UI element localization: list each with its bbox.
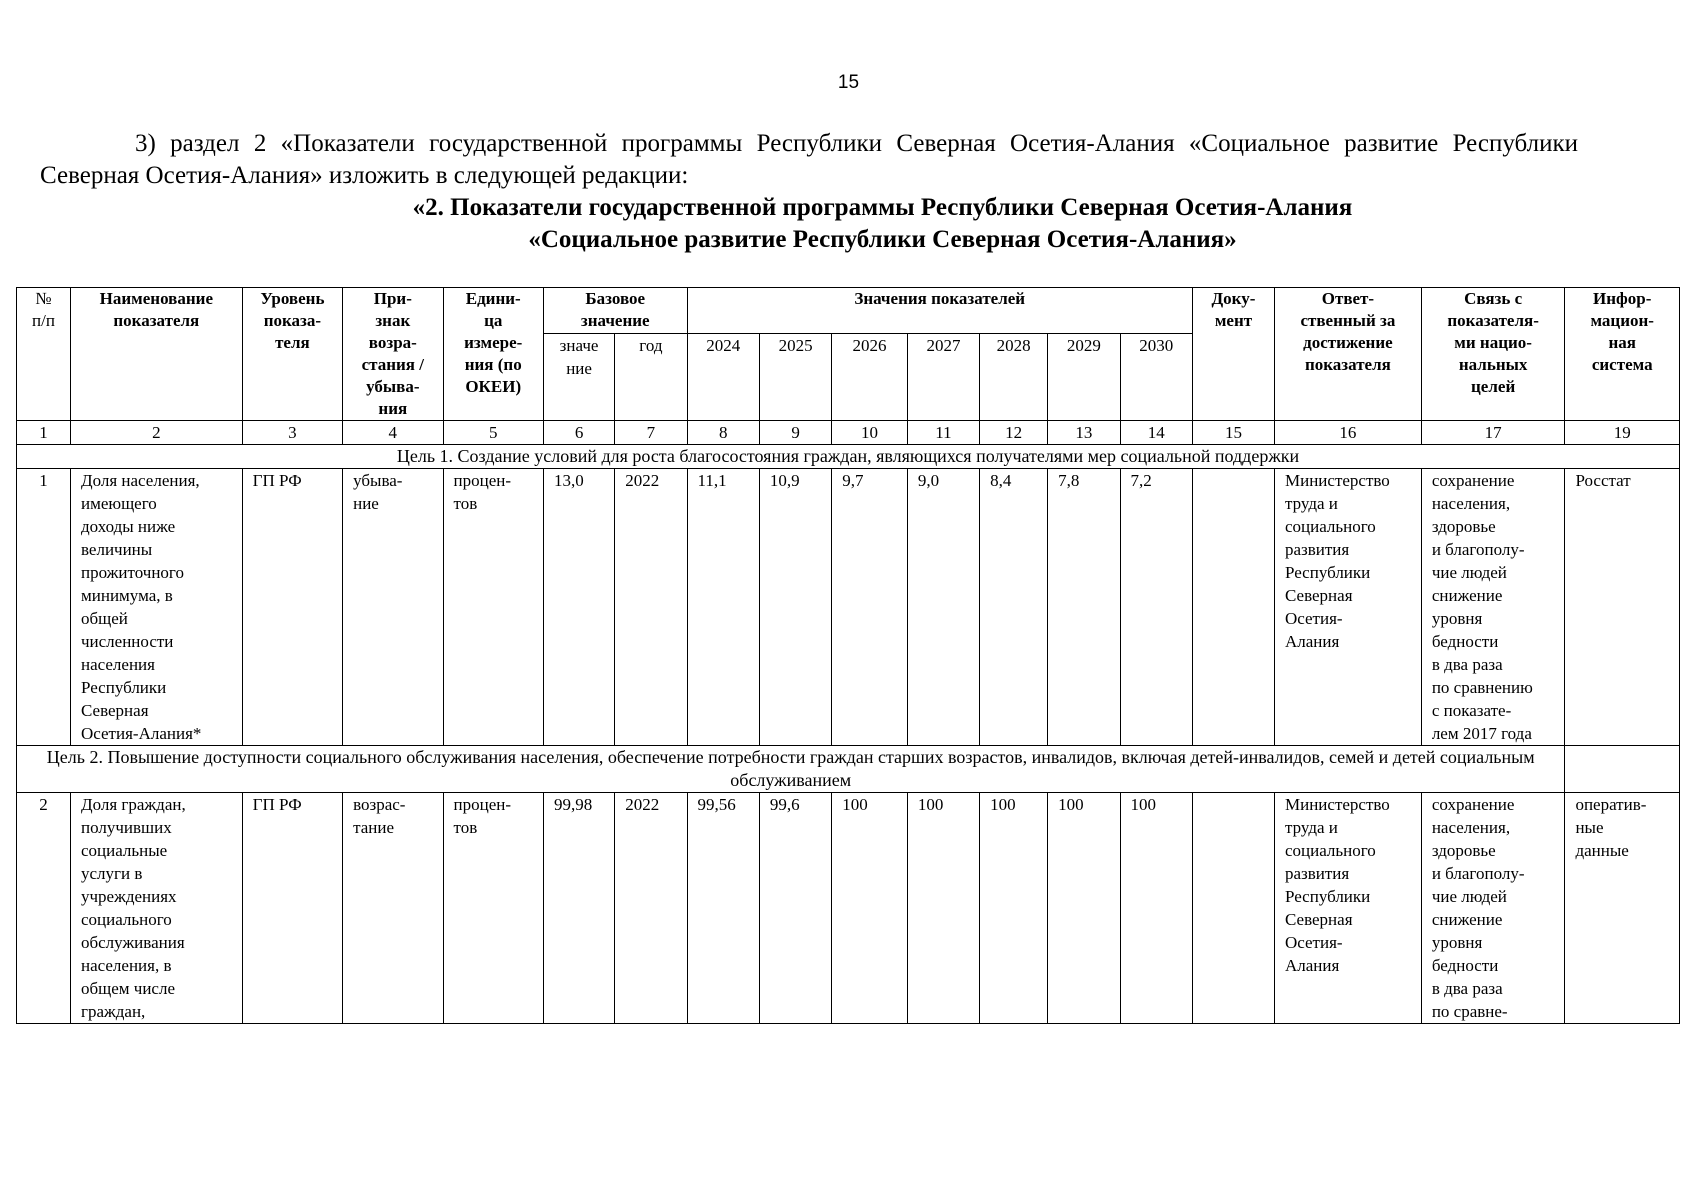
indicators-table — [16, 287, 1680, 1024]
base-value: 99,98 — [543, 793, 614, 1024]
column-number: 9 — [759, 421, 831, 445]
value-2024: 99,56 — [687, 793, 759, 1024]
header-year: 2030 — [1120, 333, 1192, 420]
document-cell — [1192, 793, 1274, 1024]
base-year: 2022 — [615, 469, 687, 746]
column-number: 14 — [1120, 421, 1192, 445]
column-number: 7 — [615, 421, 687, 445]
header-year: 2025 — [759, 333, 831, 420]
goal-2-empty-cell — [1565, 746, 1680, 793]
column-number: 4 — [343, 421, 443, 445]
table-row — [17, 469, 1680, 746]
indicator-unit: процен- тов — [443, 793, 543, 1024]
header-unit: Едини- ца измере- ния (по ОКЕИ) — [443, 288, 543, 421]
row-num: 1 — [17, 469, 71, 746]
national-goals-link: сохранение населения, здоровье и благополу- чие людей снижение уровня бедности в два раза по сравнению с показате- лем 2017 года — [1421, 469, 1565, 746]
value-2030: 100 — [1120, 793, 1192, 1024]
info-system: Росстат — [1565, 469, 1680, 746]
header-base: Базовое значение — [543, 288, 687, 334]
responsible-cell: Министерство труда и социального развития Республики Северная Осетия- Алания — [1274, 793, 1421, 1024]
column-number: 2 — [70, 421, 242, 445]
value-2029: 100 — [1048, 793, 1120, 1024]
document-cell — [1192, 469, 1274, 746]
goal-row — [17, 445, 1680, 469]
header-sign: При- знак возра- стания / убыва- ния — [343, 288, 443, 421]
column-number: 16 — [1274, 421, 1421, 445]
column-number: 1 — [17, 421, 71, 445]
header-row-1 — [17, 288, 1680, 334]
goal-2-text: Цель 2. Повышение доступности социального обслуживания населения, обеспечение потребности граждан старших возрастов, инвалидов, включая детей-инвалидов, семей и детей социальным обслуживанием — [17, 746, 1565, 793]
header-year: 2026 — [832, 333, 908, 420]
header-year: 2027 — [907, 333, 979, 420]
header-num: № п/п — [17, 288, 71, 421]
value-2025: 99,6 — [759, 793, 831, 1024]
responsible-cell: Министерство труда и социального развития Республики Северная Осетия- Алания — [1274, 469, 1421, 746]
value-2029: 7,8 — [1048, 469, 1120, 746]
header-level: Уровень показа- теля — [242, 288, 342, 421]
column-number: 8 — [687, 421, 759, 445]
section-heading-line2: «Социальное развитие Республики Северная Осетия-Алания» — [528, 226, 1237, 253]
indicator-level: ГП РФ — [242, 469, 342, 746]
header-values: Значения показателей — [687, 288, 1192, 334]
header-doc: Доку- мент — [1192, 288, 1274, 421]
column-number: 19 — [1565, 421, 1680, 445]
info-system: оператив- ные данные — [1565, 793, 1680, 1024]
value-2026: 9,7 — [832, 469, 908, 746]
column-number: 3 — [242, 421, 342, 445]
indicator-sign: возрас- тание — [343, 793, 443, 1024]
header-link: Связь с показателя- ми нацио- нальных целей — [1421, 288, 1565, 421]
indicator-sign: убыва- ние — [343, 469, 443, 746]
header-year: 2028 — [980, 333, 1048, 420]
base-year: 2022 — [615, 793, 687, 1024]
page-number: 15 — [837, 72, 860, 93]
column-number: 13 — [1048, 421, 1120, 445]
value-2026: 100 — [832, 793, 908, 1024]
value-2030: 7,2 — [1120, 469, 1192, 746]
header-year: 2024 — [687, 333, 759, 420]
row-num: 2 — [17, 793, 71, 1024]
value-2027: 100 — [907, 793, 979, 1024]
indicator-name: Доля граждан, получивших социальные услуги в учреждениях социального обслуживания населения, в общем числе граждан, — [70, 793, 242, 1024]
column-number: 12 — [980, 421, 1048, 445]
base-value: 13,0 — [543, 469, 614, 746]
indicator-name: Доля населения, имеющего доходы ниже величины прожиточного минимума, в общей численности населения Республики Северная Осетия-Алания* — [70, 469, 242, 746]
goal-1-text: Цель 1. Создание условий для роста благосостояния граждан, являющихся получателями мер социальной поддержки — [17, 445, 1680, 469]
header-name: Наименование показателя — [70, 288, 242, 421]
intro-paragraph: 3) раздел 2 «Показатели государственной программы Республики Северная Осетия-Алания «Социальное развитие Республики Северная Осетия-Алания» изложить в следующей редакции: — [40, 130, 1578, 189]
header-info: Инфор- мацион- ная система — [1565, 288, 1680, 421]
value-2025: 10,9 — [759, 469, 831, 746]
header-responsible: Ответ- ственный за достижение показателя — [1274, 288, 1421, 421]
column-number: 10 — [832, 421, 908, 445]
indicator-unit: процен- тов — [443, 469, 543, 746]
value-2028: 100 — [980, 793, 1048, 1024]
indicator-level: ГП РФ — [242, 793, 342, 1024]
header-year: 2029 — [1048, 333, 1120, 420]
value-2027: 9,0 — [907, 469, 979, 746]
column-number: 5 — [443, 421, 543, 445]
column-number: 17 — [1421, 421, 1565, 445]
column-number-row — [17, 421, 1680, 445]
value-2028: 8,4 — [980, 469, 1048, 746]
column-number: 11 — [907, 421, 979, 445]
column-number: 15 — [1192, 421, 1274, 445]
header-base-value: значе ние — [543, 333, 614, 420]
header-base-year: год — [615, 333, 687, 420]
column-number: 6 — [543, 421, 614, 445]
table-row — [17, 793, 1680, 1024]
goal-row — [17, 746, 1680, 793]
national-goals-link: сохранение населения, здоровье и благополу- чие людей снижение уровня бедности в два раза по сравне- — [1421, 793, 1565, 1024]
value-2024: 11,1 — [687, 469, 759, 746]
section-heading-line1: «2. Показатели государственной программы Республики Северная Осетия-Алания — [412, 194, 1353, 221]
